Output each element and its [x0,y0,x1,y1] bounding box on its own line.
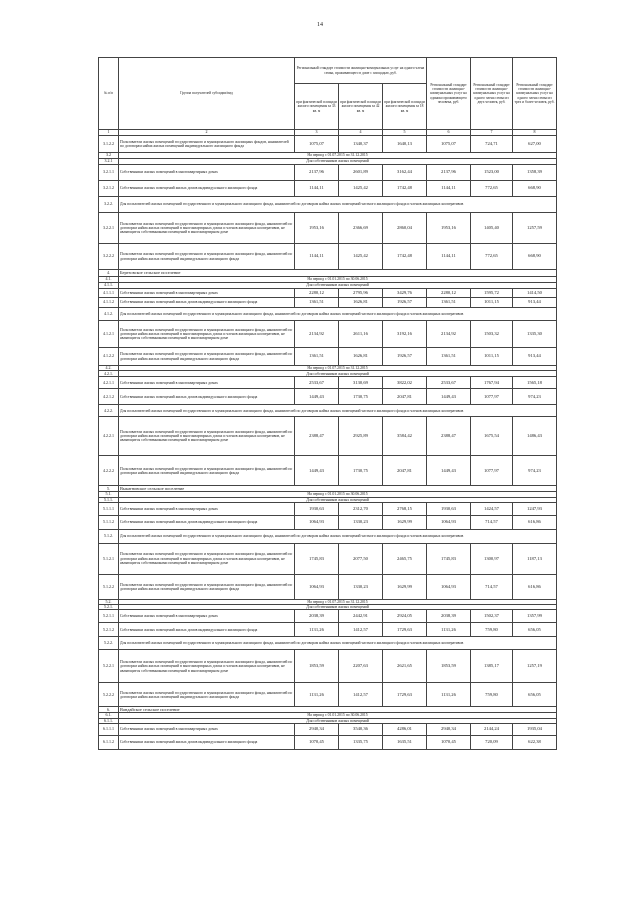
row-code: 3.2.2.2 [99,244,119,270]
value-cell: 1629,99 [383,574,427,599]
value-cell: 2601,89 [339,165,383,181]
row-description: Пользователи жилых помещений государственного и муниципального жилищных фондов, нанимателей по договорам найма жилых помещений индивидуального жилищного фонда [119,136,295,153]
row-code: 4.1.2.1 [99,321,119,348]
value-cell: 1926,57 [383,298,427,308]
row-code: 5. [99,486,119,492]
value-cell: 1361,51 [295,348,339,366]
row-description: Собственники жилых помещений в многоквартирных домах [119,165,295,181]
value-cell: 1357,99 [513,610,557,623]
value-cell: 1926,57 [383,348,427,366]
value-cell: 1853,59 [295,650,339,683]
value-cell: 1064,93 [427,515,471,529]
subgroup-heading: Для пользователей жилых помещений государственного и муниципального жилищного фонда, нанимателей по договорам найма жилых помещений частного жилищного фонда и членов жилищных кооперативов [119,405,557,417]
value-cell: 1640,13 [383,136,427,153]
header-sub3: при фактической площади жилого помещения за 18 кв. м [383,84,427,130]
row-code: 3.2 [99,153,119,159]
value-cell: 2280,12 [295,289,339,298]
value-cell: 2280,12 [427,289,471,298]
row-description: Пользователи жилых помещений государственного и муниципального жилищного фонда, нанимателей по договорам найма жилых помещений индивидуального жилищного фонда [119,574,295,599]
value-cell: 1144,11 [427,181,471,197]
value-cell: 2768,15 [383,502,427,515]
value-cell: 772,65 [471,181,513,197]
value-cell: 2533,67 [295,377,339,389]
row-code: 5.1.1.1 [99,502,119,515]
value-cell: 2144,24 [471,724,513,736]
value-cell: 2366,69 [339,213,383,244]
row-code: 4.2.2.2 [99,456,119,486]
value-cell: 1257,19 [513,650,557,683]
value-cell: 1635,51 [383,736,427,750]
header-col6: Региональный стандарт стоимости жилищно-коммунальных услуг на одиноко проживающего человека, руб. [427,58,471,130]
value-cell: 2137,96 [427,165,471,181]
value-cell: 1449,43 [427,456,471,486]
period-heading: На период с 01.07.2015 по 31.12.2015 [119,599,557,604]
value-cell: 2924,05 [383,610,427,623]
value-cell: 2465,75 [383,543,427,574]
table-row [99,456,557,486]
value-cell: 1144,11 [427,244,471,270]
row-description: Пользователи жилых помещений государственного и муниципального жилищного фонда, нанимателей по договорам найма жилых помещений в многоквартирных домах и членов жилищных кооперативов, не являющиеся собственниками помещений в многоквартирном доме [119,213,295,244]
table-row [99,136,557,153]
value-cell: 1131,26 [427,623,471,637]
value-cell: 3130,69 [339,377,383,389]
value-cell: 2047,81 [383,456,427,486]
table-row [99,736,557,750]
regional-standards-table [98,57,557,750]
row-code: 4.1.1.2 [99,298,119,308]
value-cell: 2134,92 [295,321,339,348]
row-description: Собственники жилых помещений в многоквартирных домах [119,289,295,298]
period-heading: Для собственников жилых помещений [119,605,557,610]
value-cell: 1675,54 [471,417,513,456]
value-cell: 1358,39 [513,165,557,181]
value-cell: 1257,59 [513,213,557,244]
value-cell: 1730,75 [339,456,383,486]
value-cell: 1626,81 [339,298,383,308]
row-description: Пользователи жилых помещений государственного и муниципального жилищного фонда, нанимателей по договорам найма жилых помещений индивидуального жилищного фонда [119,456,295,486]
value-cell: 616,86 [513,515,557,529]
value-cell: 1070,45 [427,736,471,750]
value-cell: 1340,37 [339,136,383,153]
value-cell: 1742,48 [383,244,427,270]
table-row [99,529,557,543]
table-row [99,377,557,389]
row-code: 5.2.1. [99,605,119,610]
value-cell: 2533,67 [427,377,471,389]
value-cell: 724,71 [471,136,513,153]
value-cell: 1075,07 [427,136,471,153]
value-cell: 1412,57 [339,683,383,707]
row-description: Собственники жилых помещений жилых домов индивидуального жилищного фонда [119,298,295,308]
value-cell: 1385,17 [471,650,513,683]
column-index: 7 [471,130,513,136]
column-index: 8 [513,130,557,136]
value-cell: 1144,11 [295,181,339,197]
value-cell: 772,65 [471,244,513,270]
row-code: 5.2.2.1 [99,650,119,683]
row-description: Пользователи жилых помещений государственного и муниципального жилищного фонда, нанимателей по договорам найма жилых помещений в многоквартирных домах и членов жилищных кооперативов, не являющиеся собственниками помещений в многоквартирном доме [119,417,295,456]
row-code: 4.1.1.1 [99,289,119,298]
value-cell: 2137,96 [295,165,339,181]
row-code: 4.2.2. [99,405,119,417]
value-cell: 1729,63 [383,683,427,707]
row-description: Пользователи жилых помещений государственного и муниципального жилищного фонда, нанимателей по договорам найма жилых помещений в многоквартирных домах и членов жилищных кооперативов, не являющиеся собственниками помещений в многоквартирном доме [119,650,295,683]
period-heading: На период с 01.07.2015 по 31.12.2015 [119,153,557,159]
value-cell: 2940,34 [295,724,339,736]
value-cell: 1502,37 [471,610,513,623]
subgroup-heading: Для пользователей жилых помещений государственного и муниципального жилищного фонда, нанимателей по договорам найма жилых помещений частного жилищного фонда и членов жилищных кооперативов [119,197,557,213]
value-cell: 1930,63 [427,502,471,515]
value-cell: 1425,42 [339,181,383,197]
value-cell: 2388,47 [295,417,339,456]
value-cell: 3584,42 [383,417,427,456]
value-cell: 1935,04 [513,724,557,736]
value-cell: 2388,47 [427,417,471,456]
value-cell: 1070,45 [295,736,339,750]
value-cell: 1412,57 [339,623,383,637]
value-cell: 1077,97 [471,389,513,405]
table-row [99,543,557,574]
row-code: 3.2.1.1 [99,165,119,181]
value-cell: 1449,43 [427,389,471,405]
row-code: 3.1.2.2 [99,136,119,153]
row-code: 5.2.2.2 [99,683,119,707]
value-cell: 714,57 [471,574,513,599]
row-description: Собственники жилых помещений жилых домов индивидуального жилищного фонда [119,736,295,750]
value-cell: 1144,11 [295,244,339,270]
row-code: 5.1. [99,492,119,497]
value-cell: 1930,63 [295,502,339,515]
value-cell: 1405,40 [471,213,513,244]
period-heading: Для собственников жилых помещений [119,159,557,165]
subgroup-heading: Для пользователей жилых помещений государственного и муниципального жилищного фонда, нанимателей по договорам найма жилых помещений частного жилищного фонда и членов жилищных кооперативов [119,308,557,321]
value-cell: 1503,32 [471,321,513,348]
row-description: Собственники жилых помещений жилых домов индивидуального жилищного фонда [119,389,295,405]
table-row [99,650,557,683]
period-heading: Для собственников жилых помещений [119,371,557,377]
column-index: 5 [383,130,427,136]
value-cell: 3429,76 [383,289,427,298]
value-cell: 1595,72 [471,289,513,298]
value-cell: 2611,16 [339,321,383,348]
value-cell: 1064,93 [295,574,339,599]
value-cell: 720,09 [471,736,513,750]
header-group: Группа получателей субсидии/вид [119,58,295,130]
value-cell: 913,44 [513,298,557,308]
value-cell: 1077,97 [471,456,513,486]
value-cell: 656,05 [513,683,557,707]
table-row [99,623,557,637]
row-code: 3.2.2. [99,197,119,213]
row-code: 4.1.2.2 [99,348,119,366]
value-cell: 974,23 [513,456,557,486]
table-row [99,683,557,707]
row-code: 5.1.2. [99,529,119,543]
period-heading: Для собственников жилых помещений [119,283,557,289]
value-cell: 1131,26 [295,623,339,637]
row-description: Собственники жилых помещений жилых домов индивидуального жилищного фонда [119,515,295,529]
row-code: 4.1.2. [99,308,119,321]
value-cell: 2207,63 [339,650,383,683]
row-code: 6.1.1. [99,718,119,723]
value-cell: 1414,50 [513,289,557,298]
value-cell: 627,00 [513,136,557,153]
value-cell: 1011,15 [471,348,513,366]
table-row [99,417,557,456]
row-description: Пользователи жилых помещений государственного и муниципального жилищного фонда, нанимателей по договорам найма жилых помещений индивидуального жилищного фонда [119,244,295,270]
row-description: Пользователи жилых помещений государственного и муниципального жилищного фонда, нанимателей по договорам найма жилых помещений в многоквартирных домах и членов жилищных кооперативов, не являющиеся собственниками помещений в многоквартирном доме [119,321,295,348]
value-cell: 1424,57 [471,502,513,515]
row-code: 6.1. [99,713,119,718]
subgroup-heading: Для пользователей жилых помещений государственного и муниципального жилищного фонда, нанимателей по договорам найма жилых помещений частного жилищного фонда и членов жилищных кооперативов [119,529,557,543]
table-row [99,165,557,181]
period-heading: На период с 01.01.2015 по 30.06.2015 [119,492,557,497]
table-row [99,348,557,366]
row-code: 3.2.2.1 [99,213,119,244]
section-heading: Березовское сельское поселение [119,270,557,277]
value-cell: 1300,97 [471,543,513,574]
value-cell: 759,80 [471,683,513,707]
value-cell: 3822,02 [383,377,427,389]
value-cell: 1330,23 [339,574,383,599]
row-code: 4.2.1.2 [99,389,119,405]
section-heading: Вандайское сельское поселение [119,707,557,713]
table-row [99,389,557,405]
row-code: 4. [99,270,119,277]
row-code: 5.2.2. [99,637,119,650]
value-cell: 2940,34 [427,724,471,736]
table-row [99,610,557,623]
value-cell: 1361,51 [427,298,471,308]
row-code: 5.2.1.2 [99,623,119,637]
period-heading: На период с 01.01.2015 по 30.06.2015 [119,713,557,718]
row-code: 5.1.1.2 [99,515,119,529]
column-index: 2 [119,130,295,136]
value-cell: 2047,81 [383,389,427,405]
row-code: 5.1.2.2 [99,574,119,599]
value-cell: 668,90 [513,181,557,197]
table-row [99,181,557,197]
value-cell: 3192,16 [383,321,427,348]
value-cell: 1742,48 [383,181,427,197]
value-cell: 668,90 [513,244,557,270]
header-sub1: при фактической площади жилого помещения за 33 кв. м [295,84,339,130]
value-cell: 1629,99 [383,515,427,529]
value-cell: 1767,94 [471,377,513,389]
period-heading: Для собственников жилых помещений [119,497,557,502]
row-code: 3.2.1.2 [99,181,119,197]
value-cell: 1486,43 [513,417,557,456]
value-cell: 2860,04 [383,213,427,244]
table-row [99,574,557,599]
row-code: 4.2. [99,366,119,371]
row-description: Собственники жилых помещений в многоквартирных домах [119,377,295,389]
value-cell: 1361,51 [295,298,339,308]
value-cell: 1335,75 [339,736,383,750]
table-row [99,308,557,321]
value-cell: 1449,43 [295,389,339,405]
value-cell: 1247,93 [513,502,557,515]
section-heading: Выкатновское сельское поселение [119,486,557,492]
row-description: Пользователи жилых помещений государственного и муниципального жилищного фонда, нанимателей по договорам найма жилых помещений индивидуального жилищного фонда [119,683,295,707]
value-cell: 622,38 [513,736,557,750]
header-col8: Региональный стандарт стоимости жилищно-коммунальных услуг на одного члена семьи из трех и более человек, руб. [513,58,557,130]
row-code: 3.2.1 [99,159,119,165]
value-cell: 1187,13 [513,543,557,574]
value-cell: 1953,16 [427,213,471,244]
value-cell: 1449,43 [295,456,339,486]
value-cell: 1730,75 [339,389,383,405]
period-heading: На период с 01.07.2015 по 31.12.2015 [119,366,557,371]
row-description: Собственники жилых помещений жилых домов индивидуального жилищного фонда [119,623,295,637]
header-col7: Региональный стандарт стоимости жилищно-коммунальных услуг на одного члена семьи из двух человек, руб. [471,58,513,130]
value-cell: 2925,89 [339,417,383,456]
header-code: № п/п [99,58,119,130]
value-cell: 1953,16 [295,213,339,244]
row-code: 5.2.1.1 [99,610,119,623]
value-cell: 2038,39 [427,610,471,623]
value-cell: 1565,18 [513,377,557,389]
table-row [99,270,557,277]
row-code: 6.1.1.1 [99,724,119,736]
page-number: 14 [317,22,323,28]
column-index: 6 [427,130,471,136]
value-cell: 759,80 [471,623,513,637]
table-row [99,321,557,348]
row-code: 4.1. [99,277,119,283]
header-regional-group: Региональный стандарт стоимости жилищно-коммунальных услуг на одного члена семьи, проживающего в доме с площадью, руб. [295,58,427,84]
value-cell: 1361,51 [427,348,471,366]
row-code: 5.1.1. [99,497,119,502]
row-code: 4.2.1.1 [99,377,119,389]
table-row [99,724,557,736]
row-code: 5.2. [99,599,119,604]
value-cell: 1011,15 [471,298,513,308]
row-code: 4.2.2.1 [99,417,119,456]
value-cell: 1853,59 [427,650,471,683]
value-cell: 2077,50 [339,543,383,574]
value-cell: 714,57 [471,515,513,529]
value-cell: 1335,30 [513,321,557,348]
value-cell: 1075,07 [295,136,339,153]
value-cell: 1425,42 [339,244,383,270]
value-cell: 974,23 [513,389,557,405]
subgroup-heading: Для пользователей жилых помещений государственного и муниципального жилищного фонда, нанимателей по договорам найма жилых помещений частного жилищного фонда и членов жилищных кооперативов [119,637,557,650]
value-cell: 2442,91 [339,610,383,623]
column-index: 1 [99,130,119,136]
row-code: 6. [99,707,119,713]
row-code: 6.1.1.2 [99,736,119,750]
value-cell: 3540,36 [339,724,383,736]
header-sub2: при фактической площади жилого помещения за 42 кв. м [339,84,383,130]
row-description: Пользователи жилых помещений государственного и муниципального жилищного фонда, нанимателей по договорам найма жилых помещений в многоквартирных домах и членов жилищных кооперативов, не являющиеся собственниками помещений в многоквартирном доме [119,543,295,574]
row-description: Собственники жилых помещений в многоквартирных домах [119,502,295,515]
column-index: 3 [295,130,339,136]
value-cell: 2312,70 [339,502,383,515]
row-description: Собственники жилых помещений в многоквартирных домах [119,724,295,736]
value-cell: 913,44 [513,348,557,366]
value-cell: 1131,26 [295,683,339,707]
table-row [99,213,557,244]
row-description: Собственники жилых помещений в многоквартирных домах [119,610,295,623]
table-row [99,637,557,650]
value-cell: 1626,81 [339,348,383,366]
period-heading: Для собственников жилых помещений [119,718,557,723]
value-cell: 1729,63 [383,623,427,637]
row-description: Собственники жилых помещений жилых домов индивидуального жилищного фонда [119,181,295,197]
table-row [99,197,557,213]
row-code: 4.2.1. [99,371,119,377]
row-code: 4.1.1. [99,283,119,289]
value-cell: 1745,83 [295,543,339,574]
table-row [99,244,557,270]
value-cell: 1745,83 [427,543,471,574]
value-cell: 2621,65 [383,650,427,683]
value-cell: 1523,00 [471,165,513,181]
value-cell: 1064,93 [295,515,339,529]
table-row [99,405,557,417]
value-cell: 1330,23 [339,515,383,529]
value-cell: 2795,96 [339,289,383,298]
value-cell: 2134,92 [427,321,471,348]
value-cell: 616,86 [513,574,557,599]
table-row [99,298,557,308]
value-cell: 3162,44 [383,165,427,181]
value-cell: 2038,39 [295,610,339,623]
value-cell: 4286,01 [383,724,427,736]
value-cell: 656,05 [513,623,557,637]
table-row [99,502,557,515]
column-index: 4 [339,130,383,136]
table-row [99,515,557,529]
period-heading: На период с 01.01.2015 по 30.06.2015 [119,277,557,283]
value-cell: 1064,93 [427,574,471,599]
row-code: 5.1.2.1 [99,543,119,574]
table-row [99,289,557,298]
row-description: Пользователи жилых помещений государственного и муниципального жилищного фонда, нанимателей по договорам найма жилых помещений индивидуального жилищного фонда [119,348,295,366]
value-cell: 1131,26 [427,683,471,707]
